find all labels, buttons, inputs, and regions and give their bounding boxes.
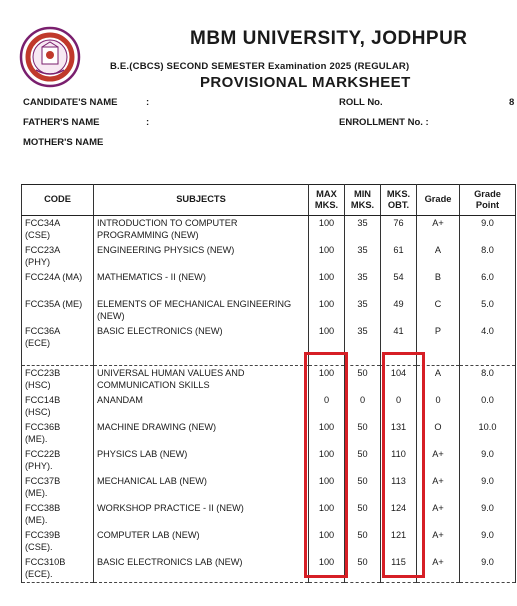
roll-no-label: ROLL No. (339, 97, 383, 108)
max-marks-highlight-box (304, 352, 348, 578)
subject-name-cell: MACHINE DRAWING (NEW) (94, 420, 309, 447)
subject-code-cell: FCC23B (HSC) (22, 366, 94, 394)
table-row (22, 324, 516, 351)
table-row (22, 243, 516, 270)
subject-name-cell: UNIVERSAL HUMAN VALUES AND COMMUNICATION SKILLS (94, 366, 309, 394)
roll-no-value: 8 (509, 97, 515, 108)
grade-cell: C (417, 297, 460, 324)
min-marks-cell: 35 (345, 243, 381, 270)
grade-point-cell: 9.0 (460, 474, 516, 501)
table-row (22, 216, 516, 244)
marks-obtained-cell: 61 (381, 243, 417, 270)
grade-cell: A (417, 243, 460, 270)
marks-obtained-cell: 121 (381, 528, 417, 555)
grade-point-cell: 5.0 (460, 297, 516, 324)
grade-point-cell: 10.0 (460, 420, 516, 447)
marks-obtained-cell: 54 (381, 270, 417, 297)
subject-name-cell: PHYSICS LAB (NEW) (94, 447, 309, 474)
table-row (22, 474, 516, 501)
subject-name-cell: WORKSHOP PRACTICE - II (NEW) (94, 501, 309, 528)
subject-code-cell: FCC37B (ME). (22, 474, 94, 501)
grade-point-cell: 9.0 (460, 501, 516, 528)
max-marks-cell: 100 (309, 420, 345, 447)
subject-name-cell: BASIC ELECTRONICS (NEW) (94, 324, 309, 351)
fathers-name-colon: : (146, 117, 150, 128)
min-marks-cell: 35 (345, 270, 381, 297)
table-row (22, 420, 516, 447)
fathers-name-label: FATHER'S NAME (23, 117, 100, 128)
table-row (22, 447, 516, 474)
marks-obtained-cell: 131 (381, 420, 417, 447)
column-header-max-marks: MAX MKS. (309, 185, 345, 216)
marks-obtained-cell: 124 (381, 501, 417, 528)
min-marks-cell: 50 (345, 501, 381, 528)
candidate-name-label: CANDIDATE'S NAME (23, 97, 118, 108)
subject-code-cell: FCC14B (HSC) (22, 393, 94, 420)
max-marks-cell: 100 (309, 366, 345, 394)
column-header-grade-point: Grade Point (460, 185, 516, 216)
max-marks-cell: 0 (309, 393, 345, 420)
table-row (22, 297, 516, 324)
grade-point-cell: 8.0 (460, 366, 516, 394)
table-row (22, 528, 516, 555)
marks-table (21, 184, 516, 583)
subject-name-cell: ENGINEERING PHYSICS (NEW) (94, 243, 309, 270)
min-marks-cell: 35 (345, 324, 381, 351)
max-marks-cell: 100 (309, 528, 345, 555)
grade-cell: A+ (417, 501, 460, 528)
table-row (22, 366, 516, 394)
max-marks-cell: 100 (309, 216, 345, 244)
table-row (22, 555, 516, 583)
grade-point-cell: 6.0 (460, 270, 516, 297)
marks-table-body (22, 216, 516, 583)
subject-code-cell: FCC36B (ME). (22, 420, 94, 447)
subject-code-cell: FCC36A (ECE) (22, 324, 94, 351)
column-header-code: CODE (22, 185, 94, 216)
subject-name-cell: INTRODUCTION TO COMPUTER PROGRAMMING (NEW) (94, 216, 309, 244)
grade-cell: B (417, 270, 460, 297)
max-marks-cell: 100 (309, 447, 345, 474)
marks-obtained-cell: 49 (381, 297, 417, 324)
university-title: MBM UNIVERSITY, JODHPUR (190, 28, 468, 49)
table-row (22, 270, 516, 297)
grade-cell: A+ (417, 528, 460, 555)
min-marks-cell: 50 (345, 555, 381, 583)
candidate-name-colon: : (146, 97, 150, 108)
marks-obtained-cell: 41 (381, 324, 417, 351)
column-header-marks-obtained: MKS. OBT. (381, 185, 417, 216)
column-header-min-marks: MIN MKS. (345, 185, 381, 216)
subject-code-cell: FCC23A (PHY) (22, 243, 94, 270)
table-row (22, 393, 516, 420)
grade-cell: A+ (417, 555, 460, 583)
max-marks-cell: 100 (309, 243, 345, 270)
subject-name-cell: MECHANICAL LAB (NEW) (94, 474, 309, 501)
marks-obtained-cell: 104 (381, 366, 417, 394)
subject-code-cell: FCC35A (ME) (22, 297, 94, 324)
exam-line: B.E.(CBCS) SECOND SEMESTER Examination 2025 (REGULAR) (110, 61, 410, 72)
grade-point-cell: 0.0 (460, 393, 516, 420)
grade-point-cell: 9.0 (460, 528, 516, 555)
grade-cell: A+ (417, 447, 460, 474)
marksheet-title: PROVISIONAL MARKSHEET (200, 74, 411, 91)
subject-name-cell: ANANDAM (94, 393, 309, 420)
section-separator (22, 351, 516, 366)
subject-code-cell: FCC38B (ME). (22, 501, 94, 528)
min-marks-cell: 50 (345, 528, 381, 555)
subject-name-cell: MATHEMATICS - II (NEW) (94, 270, 309, 297)
enrollment-label: ENROLLMENT No. : (339, 117, 429, 128)
grade-point-cell: 4.0 (460, 324, 516, 351)
subject-code-cell: FCC310B (ECE). (22, 555, 94, 583)
grade-cell: A+ (417, 216, 460, 244)
max-marks-cell: 100 (309, 297, 345, 324)
min-marks-cell: 35 (345, 297, 381, 324)
subject-code-cell: FCC34A (CSE) (22, 216, 94, 244)
min-marks-cell: 50 (345, 420, 381, 447)
column-header-subjects: SUBJECTS (94, 185, 309, 216)
subject-name-cell: ELEMENTS OF MECHANICAL ENGINEERING (NEW) (94, 297, 309, 324)
min-marks-cell: 35 (345, 216, 381, 244)
min-marks-cell: 50 (345, 366, 381, 394)
min-marks-cell: 0 (345, 393, 381, 420)
grade-cell: A (417, 366, 460, 394)
table-header-row (22, 185, 516, 216)
subject-code-cell: FCC22B (PHY). (22, 447, 94, 474)
max-marks-cell: 100 (309, 324, 345, 351)
min-marks-cell: 50 (345, 474, 381, 501)
grade-cell: A+ (417, 474, 460, 501)
marks-obtained-cell: 113 (381, 474, 417, 501)
grade-point-cell: 9.0 (460, 216, 516, 244)
university-seal-logo (19, 26, 81, 88)
obtained-marks-highlight-box (382, 352, 425, 578)
marks-obtained-cell: 0 (381, 393, 417, 420)
subject-code-cell: FCC24A (MA) (22, 270, 94, 297)
grade-point-cell: 9.0 (460, 447, 516, 474)
mothers-name-label: MOTHER'S NAME (23, 137, 104, 148)
max-marks-cell: 100 (309, 501, 345, 528)
grade-point-cell: 9.0 (460, 555, 516, 583)
subject-name-cell: BASIC ELECTRONICS LAB (NEW) (94, 555, 309, 583)
min-marks-cell: 50 (345, 447, 381, 474)
max-marks-cell: 100 (309, 555, 345, 583)
table-row (22, 501, 516, 528)
subject-code-cell: FCC39B (CSE). (22, 528, 94, 555)
grade-cell: 0 (417, 393, 460, 420)
marks-obtained-cell: 115 (381, 555, 417, 583)
marks-obtained-cell: 110 (381, 447, 417, 474)
grade-point-cell: 8.0 (460, 243, 516, 270)
grade-cell: O (417, 420, 460, 447)
column-header-grade: Grade (417, 185, 460, 216)
max-marks-cell: 100 (309, 474, 345, 501)
marks-obtained-cell: 76 (381, 216, 417, 244)
subject-name-cell: COMPUTER LAB (NEW) (94, 528, 309, 555)
max-marks-cell: 100 (309, 270, 345, 297)
grade-cell: P (417, 324, 460, 351)
